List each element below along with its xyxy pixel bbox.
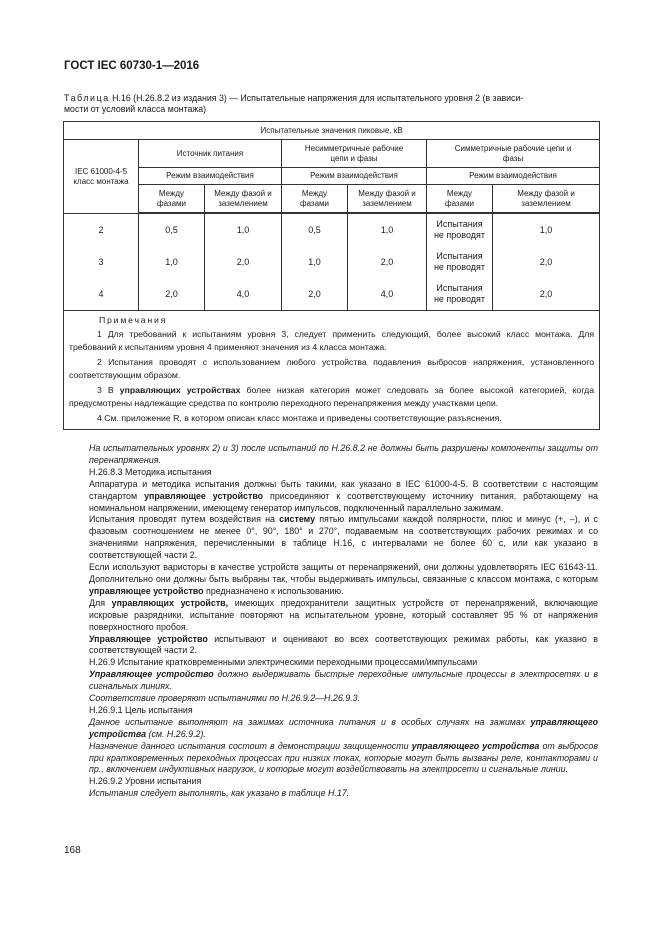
paragraph: Управляющее устройство должно выдерживать быстрые переходные импульсные процессы в электросетях и в сигнальных линиях. (89, 669, 598, 692)
mode-header: Режим взаимодействия (282, 168, 427, 185)
page-number: 168 (64, 845, 81, 856)
sub-header-phase-ground: Между фазой и заземлением (493, 185, 600, 213)
paragraph: Данное испытание выполняют на зажимах источника питания и в особых случаях на зажимах управляющего устройства (см. Н.26.9.2). (89, 716, 598, 739)
body-text (89, 443, 598, 800)
test-voltage-table (63, 121, 600, 430)
sub-header-phases: Между фазами (282, 185, 348, 213)
section-heading: Н.26.8.3 Методика испытания (89, 466, 212, 477)
paragraph: Аппаратура и методика испытания должны быть такими, как указано в IEC 61000-4-5. В соответствии с настоящим стандартом управляющее устройство присоединяют к соответствующему источнику питания, работающему на номинальном напряжении, имеющему генератор импульсов, подключенный параллельно зажимам. (89, 478, 598, 513)
table-caption: Таблица Н.16 (Н.26.8.2 из издания 3) — Испытательные напряжения для испытательного уровня 2 (в зависи- мости от условий класса монтажа) (64, 93, 524, 114)
paragraph: Соответствие проверяют испытаниями по Н.26.9.2—Н.26.9.3. (89, 693, 361, 704)
paragraph: Если используют варисторы в качестве устройств защиты от перенапряжений, они должны удовлетворять IEC 61643-11. Дополнительно они должны быть выбраны так, чтобы выдерживать импульсы, связанные с классом монтажа, с которым управляющее устройство предназначено к использованию. (89, 562, 598, 596)
paragraph: Испытания проводят путем воздействия на систему пятью импульсами каждой полярности, плюс и минус (+, –), и с фазовым соотношением не менее 0°, 90°, 180° и 270°, подаваемым на соответствующих рабочих режимах и со значениями напряжения, перечисленными в таблице Н.16, с интервалами не более 60 с, или как указано в соответствующей части 2. (89, 514, 598, 561)
section-heading: Н.26.9.2 Уровни испытания (89, 776, 202, 787)
note-2: 2 Испытания проводят с использованием любого устройства подавления выбросов напряжения, установленного соответствующим образом. (69, 356, 595, 380)
table-notes (64, 311, 600, 430)
paragraph: Управляющее устройство испытывают и оценивают во всех соответствующих режимах работы, как указано в соответствующей части 2. (89, 633, 598, 656)
paragraph: Испытания следует выполнять, как указано в таблице Н.17. (89, 788, 350, 799)
group-header-unsymmetric: Несимметричные рабочие цепи и фазы (282, 140, 427, 168)
sub-header-phase-ground: Между фазой и заземлением (205, 185, 282, 213)
table-caption-label: Таблица (64, 93, 110, 103)
paragraph: Назначение данного испытания состоит в демонстрации защищенности управляющего устройства от выбросов при кратковременных переходных процессах при низких токах, которые могут быть вызваны реле, контакторами и пр., включением индуктивных нагрузок, и которые могут воздействовать на электросети и сигнальные линии. (89, 740, 598, 775)
paragraph: Для управляющих устройств, имеющих предохранители защитных устройств от перенапряжений, включающие искровые разрядники, испытание повторяют на испытательном уровне, который составляет 95 % от напряжения поверхностного пробоя. (89, 597, 598, 632)
table-row: 2 0,5 1,0 0,5 1,0 Испытания не проводят 1,0 (64, 214, 600, 247)
section-heading: Н.26.9.1 Цель испытания (89, 704, 193, 715)
note-1: 1 Для требований к испытаниям уровня 3, следует применить следующий, более высокий класс монтажа. Для требований к испытаниям уровня 4 применяют значения из 4 класса монтажа. (69, 328, 595, 352)
document-header: ГОСТ IEC 60730-1—2016 (64, 60, 200, 72)
group-header-power: Источник питания (139, 140, 282, 168)
sub-header-phases: Между фазами (427, 185, 493, 213)
mode-header: Режим взаимодействия (139, 168, 282, 185)
note-4: 4 См. приложение R, в котором описан класс монтажа и приведены соответствующие разъяснения. (97, 412, 502, 423)
group-header-symmetric: Симметричные рабочие цепи и фазы (427, 140, 600, 168)
table-top-header: Испытательные значения пиковые, кВ (64, 122, 600, 140)
paragraph: На испытательных уровнях 2) и 3) после испытаний по Н.26.8.2 не должны быть разрушены компоненты защиты от перенапряжения. (89, 443, 598, 465)
notes-title: Примечания (99, 315, 168, 325)
mode-header: Режим взаимодействия (427, 168, 600, 185)
sub-header-phases: Между фазами (139, 185, 205, 213)
table-row: 4 2,0 4,0 2,0 4,0 Испытания не проводят 2,0 (64, 278, 600, 311)
note-3: 3 В управляющих устройствах более низкая категория может следовать за более высокой категорией, когда предусмотрены надлежащие средства по контролю переходного перенапряжения между участками цепи. (69, 384, 595, 408)
table-row: 3 1,0 2,0 1,0 2,0 Испытания не проводят 2,0 (64, 246, 600, 278)
section-heading: Н.26.9 Испытание кратковременными электрическими переходными процессами/импульсами (89, 657, 478, 668)
class-header: IEC 61000-4-5 класс монтажа (64, 140, 139, 214)
sub-header-phase-ground: Между фазой и заземлением (348, 185, 427, 213)
